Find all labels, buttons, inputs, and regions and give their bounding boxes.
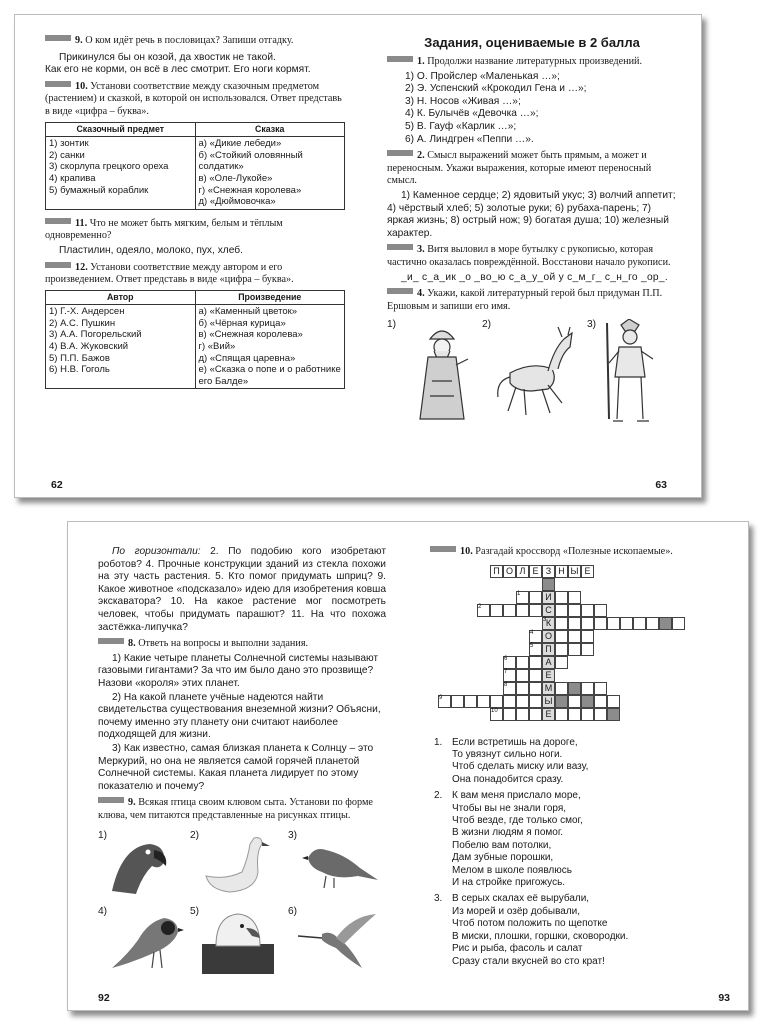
page-number: 62 [51, 479, 63, 491]
key-letter-cell[interactable]: Ы [542, 695, 555, 708]
swan-icon [196, 832, 276, 898]
crossword-cell[interactable] [451, 695, 464, 708]
sparrow-icon [300, 836, 380, 892]
clue-number: 6 [504, 655, 508, 662]
crossword-cell[interactable] [529, 695, 542, 708]
book-spread-62-63 [14, 14, 702, 498]
crossword-cell[interactable] [555, 656, 568, 669]
crossword-cell[interactable] [503, 682, 516, 695]
page-63 [387, 15, 677, 497]
task-marker-icon [98, 797, 124, 803]
crossword-cell[interactable] [594, 695, 607, 708]
crossword-cell[interactable] [555, 617, 568, 630]
section-heading: Задания, оцениваемые в 2 балла [424, 35, 640, 50]
task-4: 4. Укажи, какой литературный герой был придуман П.П. Ершовым и запиши его имя. [387, 288, 663, 312]
task-marker-icon [387, 150, 413, 156]
crossword-cell[interactable] [568, 708, 581, 721]
crossword-cell[interactable] [529, 708, 542, 721]
title-letter-cell[interactable]: Ы [568, 565, 581, 578]
clue-number: 1 [517, 590, 521, 597]
title-letter-cell[interactable]: Н [555, 565, 568, 578]
riddle-1: 1. Если встретишь на дороге, То увязнут сильно ноги. Чтоб сделать миску или вазу, Она понадобится сразу. [434, 736, 589, 785]
parrot-icon [102, 836, 174, 896]
crossword-cell[interactable] [516, 682, 529, 695]
crossword-cell[interactable] [529, 630, 542, 643]
crossword-cell[interactable] [555, 604, 568, 617]
proverb-1: Прикинулся бы он козой, да хвостик не такой. [59, 51, 276, 63]
key-letter-cell[interactable]: М [542, 682, 555, 695]
crossword-cell[interactable] [672, 617, 685, 630]
crossword-cell[interactable] [516, 656, 529, 669]
crossword-cell[interactable] [581, 617, 594, 630]
task-marker-icon [45, 35, 71, 41]
task-8: 8. Ответь на вопросы и выполни задания. [98, 638, 386, 651]
clue-number: 8 [504, 681, 508, 688]
crossword-cell[interactable] [607, 695, 620, 708]
crossword-cell[interactable] [516, 695, 529, 708]
crossword-cell[interactable] [490, 708, 503, 721]
match-table-10: Сказочный предмет Сказка 1) зонтик 2) санки 3) скорлупа грецкого ореха 4) крапива 5) бумажный кораблик а) «Дикие лебеди» б) «Стойкий оловянный солдатик» в) «Оле-Лукойе» г) «Снежная королева» д) «Дюймовочка» [45, 122, 345, 210]
clue-number: 7 [504, 668, 508, 675]
crossword-cell[interactable] [529, 669, 542, 682]
crossword-cell[interactable] [529, 656, 542, 669]
title-letter-cell[interactable]: Е [581, 565, 594, 578]
crossword-cell[interactable] [464, 695, 477, 708]
task-11: 11. Что не может быть мягким, белым и тёплым одновременно? [45, 217, 283, 242]
hummingbird-icon [296, 912, 380, 972]
crossword-cell[interactable] [568, 695, 581, 708]
crossword-cell[interactable] [555, 630, 568, 643]
clue-number: 10 [491, 707, 498, 714]
crossword-cell[interactable] [581, 708, 594, 721]
crossword-cell[interactable] [581, 682, 594, 695]
crossword-cell[interactable] [568, 591, 581, 604]
crossword-cell[interactable] [594, 617, 607, 630]
riddle-2: 2. К вам меня прислало море, Чтобы вы не знали горя, Чтоб везде, где только смог, В жизни людям я помог. Побелю вам потолки, Дам зубные порошки, Мелом в школе появлюсь И на стройке пригожусь. [434, 790, 583, 889]
items-column: 1) зонтик 2) санки 3) скорлупа грецкого ореха 4) крапива 5) бумажный кораблик [46, 137, 196, 210]
horizontal-clues: По горизонтали: 2. По подобию кого изобретают роботов? 4. Прочные конструкции зданий из стекла похожи на эту часть растения. 5. Кто помог придумать шприц? 9. Какое животное «подсказало» идею для изобретения ковша экскаватора? 10. На какое растение мог посмотреть человек, чтобы придумать парашют? 11. На что похожа застёжка-липучка? [98, 546, 387, 633]
clue-number: 3 [543, 616, 547, 623]
task-marker-icon [45, 81, 71, 87]
crossword-cell[interactable] [490, 604, 503, 617]
question-3: 3) Как известно, самая близкая планета к Солнцу – это Меркурий, но она не является самой горячей планетой Солнечной системы. Какая планета лидирует по этому показателю и почему? [98, 742, 374, 792]
task-3: 3. Витя выловил в море бутылку с рукописью, которая частично оказалась повреждённой. Восстанови начало рукописи. [387, 244, 671, 268]
key-letter-cell[interactable]: С [542, 604, 555, 617]
crossword-cell[interactable] [594, 604, 607, 617]
crossword-cell[interactable] [581, 695, 594, 708]
task-12: 12. Установи соответствие между автором и его произведением. Ответ представь в виде «цифра – буква». [45, 261, 294, 286]
task-marker-icon [387, 288, 413, 294]
crossword-cell[interactable] [516, 669, 529, 682]
key-letter-cell[interactable]: О [542, 630, 555, 643]
crossword-cell[interactable] [581, 643, 594, 656]
task-marker-icon [430, 546, 456, 552]
crossword-cell[interactable] [490, 695, 503, 708]
crossword-cell[interactable] [503, 604, 516, 617]
task-2-expressions: 1) Каменное сердце; 2) ядовитый укус; 3) волчий аппетит; 4) чёрствый хлеб; 5) золотые руки; 6) рубаха-парень; 7) яркая жизнь; 8) острый нож; 9) богатая душа; 10) железный характер. [387, 189, 676, 239]
manuscript-fragment: _и_ с_а_ик _о _во_ю с_а_у_ой у с_м_г_ с_н_го _ор_. [401, 271, 668, 283]
riddles [430, 737, 740, 968]
crossword-cell[interactable] [503, 695, 516, 708]
crossword-cell[interactable] [529, 604, 542, 617]
crossword-cell[interactable] [529, 682, 542, 695]
page-number: 63 [655, 479, 667, 491]
crossword-cell[interactable] [646, 617, 659, 630]
crossword-cell[interactable] [503, 708, 516, 721]
titmouse-icon [104, 910, 186, 974]
crossword-cell[interactable] [516, 604, 529, 617]
title-letter-cell[interactable]: З [542, 565, 555, 578]
crossword-cell[interactable] [503, 656, 516, 669]
title-letter-cell[interactable]: О [503, 565, 516, 578]
page-number: 92 [98, 992, 110, 1004]
crossword-grid [438, 565, 740, 729]
clue-number: 5 [530, 642, 534, 649]
title-letter-cell[interactable]: П [490, 565, 503, 578]
crossword-cell[interactable] [477, 695, 490, 708]
title-letter-cell[interactable]: Е [529, 565, 542, 578]
little-humpbacked-horse-icon [492, 325, 578, 421]
crossword-cell[interactable] [555, 695, 568, 708]
match-table-12: Автор Произведение 1) Г.-Х. Андерсен 2) А.С. Пушкин 3) А.А. Погорельский 4) В.А. Жуковский 5) П.П. Бажов 6) Н.В. Гоголь а) «Каменный цветок» б) «Чёрная курица» в) «Снежная королева» г) «Вий» д) «Спящая царевна» е) «Сказка о попе и о работнике его Балде» [45, 290, 345, 390]
title-letter-cell[interactable]: Л [516, 565, 529, 578]
task-1: 1. Продолжи название литературных произведений. [387, 56, 677, 69]
key-letter-cell[interactable]: И [542, 591, 555, 604]
task-marker-icon [98, 638, 124, 644]
ivan-character-icon [599, 319, 661, 427]
tales-column: а) «Дикие лебеди» б) «Стойкий оловянный солдатик» в) «Оле-Лукойе» г) «Снежная королева» д) «Дюймовочка» [195, 137, 345, 210]
crossword-cell[interactable] [516, 708, 529, 721]
crossword-cell[interactable] [568, 630, 581, 643]
characters-illustrations: 1) 2) 3) [387, 319, 677, 429]
crossword-cell[interactable] [568, 604, 581, 617]
crossword-cell[interactable] [659, 617, 672, 630]
key-letter-cell[interactable]: Е [542, 669, 555, 682]
crossword-cell[interactable] [607, 617, 620, 630]
crossword-cell[interactable] [555, 643, 568, 656]
task-marker-icon [45, 218, 71, 224]
crossword-cell[interactable] [633, 617, 646, 630]
crossword-cell[interactable] [555, 591, 568, 604]
task-9: 9. О ком идёт речь в пословицах? Запиши отгадку. [45, 35, 345, 48]
crossword-cell[interactable] [555, 708, 568, 721]
crossword-cell[interactable] [542, 578, 555, 591]
eagle-icon [202, 906, 274, 974]
crossword-cell[interactable] [594, 708, 607, 721]
crossword-cell[interactable] [568, 643, 581, 656]
task-1-list: 1) О. Пройслер «Маленькая …»; 2) Э. Успенский «Крокодил Гена и …»; 3) Н. Носов «Живая …»; 4) К. Булычёв «Девочка …»; 5) В. Гауф «Карлик …»; 6) А. Линдгрен «Пеппи …». [405, 70, 587, 145]
crossword-cell[interactable] [555, 682, 568, 695]
crossword-cell[interactable] [568, 617, 581, 630]
crossword-cell[interactable] [529, 643, 542, 656]
key-letter-cell[interactable]: П [542, 643, 555, 656]
task-10: 10. Разгадай кроссворд «Полезные ископаемые». [430, 546, 740, 559]
task-marker-icon [387, 56, 413, 62]
book-spread-92-93 [67, 521, 749, 1011]
task-marker-icon [387, 244, 413, 250]
crossword-cell[interactable] [568, 682, 581, 695]
crossword-cell[interactable] [594, 682, 607, 695]
clue-number: 2 [478, 603, 482, 610]
clue-number: 4 [530, 629, 534, 636]
crossword-cell[interactable] [620, 617, 633, 630]
crossword-cell[interactable] [516, 591, 529, 604]
question-2: 2) На какой планете учёные надеются найти свидетельства существования внеземной жизни? Объясни, почему именно эту планету они считают наиболее подходящей для жизни. [98, 691, 381, 741]
page-92 [98, 522, 386, 1010]
question-1: 1) Какие четыре планеты Солнечной системы называют газовыми гигантами? За что им было дано это прозвище? Назови «короля» этих планет. [98, 652, 379, 689]
task-marker-icon [45, 262, 71, 268]
crossword-cell[interactable] [438, 695, 451, 708]
crossword-cell[interactable] [581, 604, 594, 617]
task-2: 2. Смысл выражений может быть прямым, а может и переносным. Укажи выражения, которые имеют переносный смысл. [387, 150, 652, 187]
crossword-cell[interactable] [503, 669, 516, 682]
key-letter-cell[interactable]: Е [542, 708, 555, 721]
page-93 [430, 522, 740, 1010]
key-letter-cell[interactable]: А [542, 656, 555, 669]
task-10: 10. Установи соответствие между сказочным предметом (растением) и сказкой, в которой он использовался. Ответ представь в виде «цифра – буква». [45, 80, 342, 117]
task-11-answer-options: Пластилин, одеяло, молоко, пух, хлеб. [59, 244, 243, 256]
proverb-2: Как его не корми, он всё в лес смотрит. Его ноги кормят. [45, 64, 311, 76]
clue-number: 9 [439, 694, 443, 701]
crossword-cell[interactable] [607, 708, 620, 721]
crossword-cell[interactable] [581, 630, 594, 643]
works-column: а) «Каменный цветок» б) «Чёрная курица» в) «Снежная королева» г) «Вий» д) «Спящая царевна» е) «Сказка о попе и о работнике его Балде» [195, 305, 345, 389]
crossword-cell[interactable] [477, 604, 490, 617]
authors-column: 1) Г.-Х. Андерсен 2) А.С. Пушкин 3) А.А. Погорельский 4) В.А. Жуковский 5) П.П. Бажов 6) Н.В. Гоголь [46, 305, 196, 389]
key-letter-cell[interactable]: К 3 [542, 617, 555, 630]
task-9: 9. Всякая птица своим клювом сыта. Установи по форме клюва, чем питаются представленные на рисунках птицы. [98, 797, 373, 821]
page-62 [45, 15, 345, 497]
crossword-cell[interactable] [529, 591, 542, 604]
riddle-3: 3. В серых скалах её вырубали, Из морей и озёр добывали, Чтоб потом положить по щепотке В миски, плошки, горшки, сковородки. Рис и рыба, фасоль и салат Сразу стали вкусней во сто крат! [434, 893, 629, 967]
page-number: 93 [718, 992, 730, 1004]
old-man-character-icon [412, 321, 472, 425]
birds-grid: 1) 2) 3) 4) 5) 6) [98, 826, 386, 976]
